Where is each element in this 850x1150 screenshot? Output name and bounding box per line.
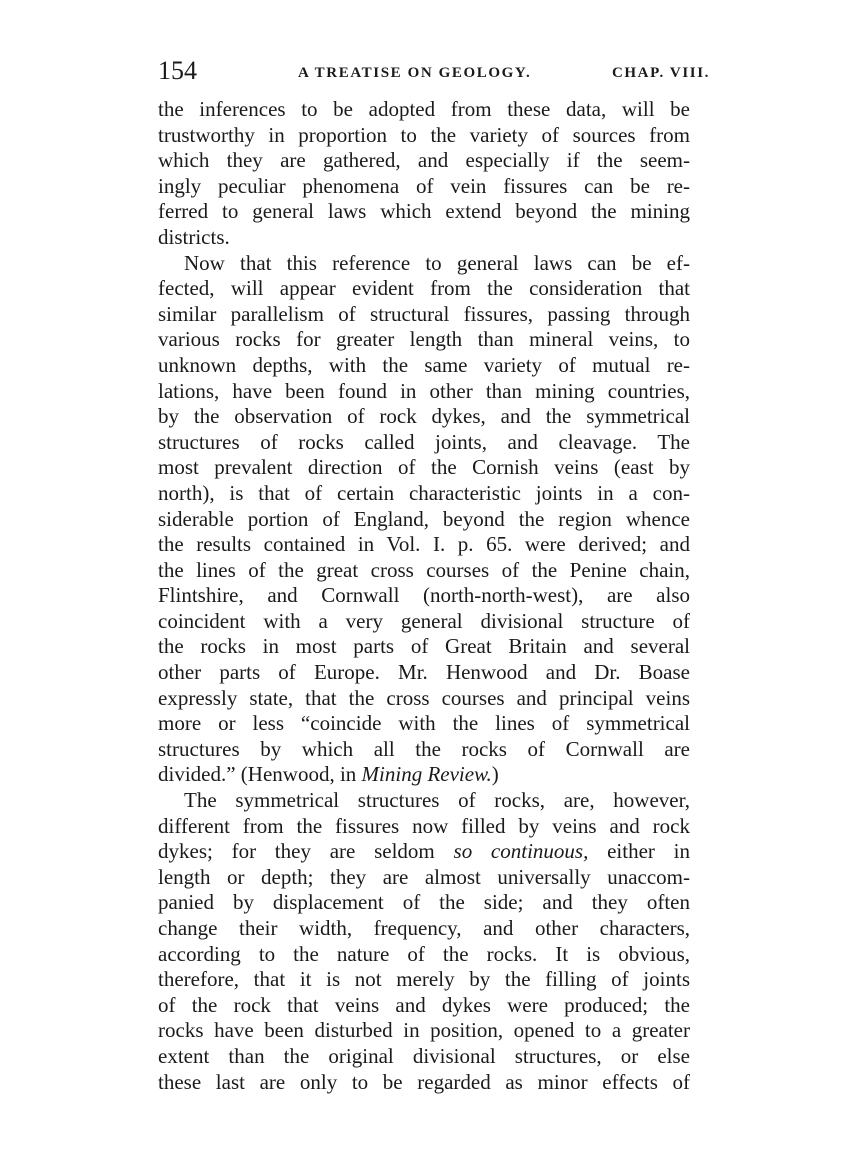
text-line: rocks have been disturbed in position, opened to a greater xyxy=(158,1018,690,1043)
italic-emphasis: so continuous, xyxy=(453,839,589,864)
italic-citation: Mining Review. xyxy=(361,762,492,787)
text-line: most prevalent direction of the Cornish veins (east by xyxy=(158,455,690,480)
chapter-label: CHAP. VIII. xyxy=(611,65,710,81)
page-header xyxy=(158,56,710,92)
text-line: the rocks in most parts of Great Britain and several xyxy=(158,634,690,659)
text-line: more or less “coincide with the lines of symmetrical xyxy=(158,711,690,736)
text-line: other parts of Europe. Mr. Henwood and Dr. Boase xyxy=(158,660,690,685)
text-line: ingly peculiar phenomena of vein fissures can be re- xyxy=(158,173,690,198)
text-line: the inferences to be adopted from these data, will be xyxy=(158,97,690,121)
text-line: north), is that of certain characteristic joints in a con- xyxy=(158,480,690,505)
text-line: length or depth; they are almost universally unaccom- xyxy=(158,864,690,889)
text-line: districts. xyxy=(158,224,230,249)
text-line: fected, will appear evident from the consideration that xyxy=(158,276,690,301)
text-line: the results contained in Vol. I. p. 65. were derived; and xyxy=(158,532,690,557)
text-segment: either in xyxy=(588,839,690,864)
text-line: therefore, that it is not merely by the filling of joints xyxy=(158,967,690,992)
text-segment: ) xyxy=(491,762,499,787)
text-line: of the rock that veins and dykes were produced; the xyxy=(158,992,690,1017)
text-line: unknown depths, with the same variety of mutual re- xyxy=(158,352,690,377)
page-number: 154 xyxy=(158,56,197,85)
text-line: change their width, frequency, and other characters, xyxy=(158,916,690,940)
text-line: similar parallelism of structural fissures, passing through xyxy=(158,301,690,326)
text-line: extent than the original divisional structures, or else xyxy=(158,1043,690,1068)
text-line: Now that this reference to general laws can be ef- xyxy=(184,250,690,275)
text-segment: dykes; for they are seldom xyxy=(158,839,454,864)
text-line: expressly state, that the cross courses and principal veins xyxy=(158,685,690,710)
text-line: these last are only to be regarded as minor effects of xyxy=(158,1069,690,1094)
text-line: siderable portion of England, beyond the region whence xyxy=(158,506,690,531)
text-line: different from the fissures now filled by veins and rock xyxy=(158,813,690,838)
text-line: Flintshire, and Cornwall (north-north-west), are also xyxy=(158,583,690,608)
text-line: The symmetrical structures of rocks, are, however, xyxy=(184,788,690,813)
text-line: lations, have been found in other than mining countries, xyxy=(158,378,690,403)
running-title: A TREATISE ON GEOLOGY. xyxy=(298,65,532,81)
text-line: panied by displacement of the side; and they often xyxy=(158,890,690,915)
text-line: the lines of the great cross courses of the Penine chain, xyxy=(158,557,690,582)
text-line: ferred to general laws which extend beyond the mining xyxy=(158,199,690,224)
text-line: according to the nature of the rocks. It is obvious, xyxy=(158,941,690,966)
text-line: coincident with a very general divisional structure of xyxy=(158,608,690,633)
text-line: by the observation of rock dykes, and the symmetrical xyxy=(158,404,690,429)
text-line xyxy=(158,762,690,788)
text-segment: divided.” (Henwood, in xyxy=(158,762,362,787)
text-line: structures by which all the rocks of Cornwall are xyxy=(158,736,690,761)
text-line: which they are gathered, and especially if the seem- xyxy=(158,148,690,173)
text-line xyxy=(158,839,690,865)
text-line: trustworthy in proportion to the variety of sources from xyxy=(158,122,690,147)
body-text xyxy=(158,97,690,1095)
text-line: various rocks for greater length than mineral veins, to xyxy=(158,327,690,352)
text-line: structures of rocks called joints, and cleavage. The xyxy=(158,429,690,454)
